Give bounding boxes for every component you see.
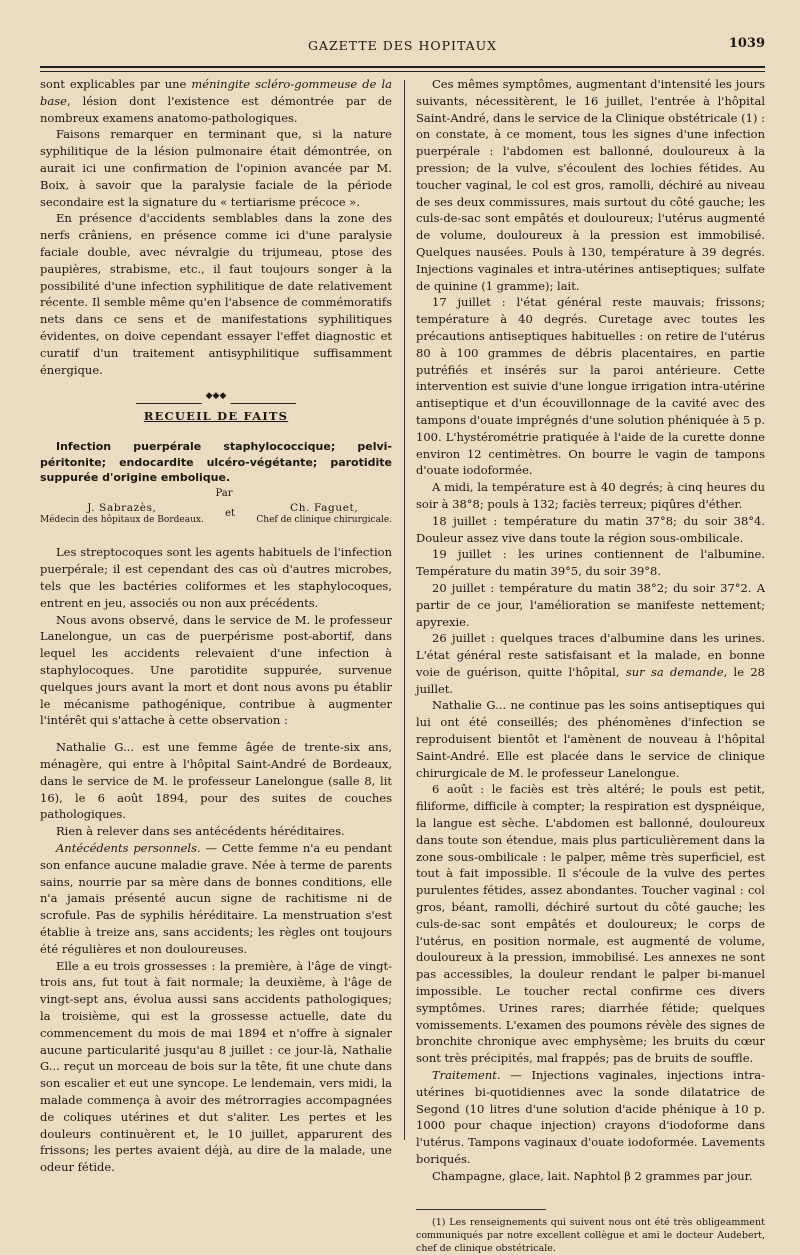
author-sabrazes: J. Sabrazès, Médecin des hôpitaux de Bordeaux. xyxy=(40,502,204,526)
author-conjunction: et xyxy=(225,508,236,520)
header-rule-thin xyxy=(40,71,765,72)
paragraph: Traitement. — Injections vaginales, injections intra-utérines bi-quotidiennes avec la sonde dilatatrice de Segond (10 litres d'une solution d'acide phénique à 10 p. 1000 pour chaque injection) crayons d'iodoforme dans l'utérus. Tampons vaginaux d'ouate iodoformée. Lavements boriqués. xyxy=(416,1068,765,1166)
paragraph: Rien à relever dans ses antécédents héréditaires. xyxy=(56,824,345,839)
paragraph: 19 juillet : les urines contiennent de l'albumine. Température du matin 39°5, du soir 39°8. xyxy=(416,547,765,579)
paragraph: 17 juillet : l'état général reste mauvais; frissons; température à 40 degrés. Curetage avec toutes les précautions antiseptiques habituelles : on retire de l'utérus 80 à 100 grammes de débris placentaires, en partie putréfiés et insérés sur la paroi antérieure. Cette intervention est suivie d'une longue irrigation intra-utérine antiseptique et d'un écouvillonnage de la cavité avec des tampons d'ouate imprégnés d'une solution phéniquée à 5 p. 100. L'hystérométrie pratiquée à l'aide de la curette donne environ 12 centimètres. On bourre le vagin de tampons d'ouate iodoformée. xyxy=(416,295,765,478)
author-faguet: Ch. Faguet, Chef de clinique chirurgicale. xyxy=(256,502,392,526)
header-rule xyxy=(40,66,765,68)
article-title: Infection puerpérale staphylococcique; pelvi-péritonite; endocardite ulcéro-végétante; parotidite suppurée d'origine embolique. xyxy=(40,440,392,485)
authors-block xyxy=(40,502,392,526)
left-column xyxy=(40,76,392,1176)
paragraph: Faisons remarquer en terminant que, si la nature syphilitique de la lésion pulmonaire était démontrée, on aurait ici une confirmation de l'opinion avancée par M. Boix, à savoir que la paralysie faciale de la période secondaire est la signature du « tertiarisme précoce ». xyxy=(40,127,392,209)
journal-title: GAZETTE DES HOPITAUX xyxy=(307,38,498,53)
paragraph: 6 août : le faciès est très altéré; le pouls est petit, filiforme, difficile à compter; la respiration est dyspnéique, la langue est sèche. L'abdomen est ballonné, douloureux dans toute son étendue, mais plus particulièrement dans la zone sous-ombilicale : le palper, même très superficiel, est tout à fait impossible. Il s'écoule de la vulve des pertes purulentes fétides, assez abondantes. Toucher vaginal : col gros, béant, ramolli, déchiré surtout du côté gauche; les culs-de-sac sont empâtés et douloureux; le corps de l'utérus, en position normale, est augmenté de volume, douloureux à la pression, immobilisé. Les annexes ne sont pas accessibles, la douleur rendant le palper bi-manuel impossible. Le toucher rectal confirme ces divers symptômes. Urines rares; diarrhée fétide; quelques vomissements. L'examen des poumons révèle des signes de bronchite chronique avec emphysème; les bruits du cœur sont très précipités, mal frappés; pas de bruits de souffle. xyxy=(416,782,765,1066)
paragraph: 20 juillet : température du matin 38°2; du soir 37°2. A partir de ce jour, l'amélioration se manifeste nettement; apyrexie. xyxy=(416,580,765,629)
paragraph: Nathalie G... ne continue pas les soins antiseptiques qui lui ont été conseillés; des phénomènes d'infection se reproduisent bientôt et l'amènent de nouveau à l'hôpital Saint-André. Elle est placée dans le service de clinique chirurgicale de M. le professeur Lanelongue. xyxy=(416,698,765,780)
section-heading: RECUEIL DE FAITS xyxy=(143,409,289,424)
footnote-rule xyxy=(416,1209,546,1210)
column-separator xyxy=(404,80,405,1140)
paragraph: Ces mêmes symptômes, augmentant d'intensité les jours suivants, nécessitèrent, le 16 juillet, l'entrée à l'hôpital Saint-André, dans le service de la Clinique obstétricale (1) : on constate, à ce moment, tous les signes d'une infection puerpérale : l'abdomen est ballonné, douloureux à la pression; de la vulve, s'écoulent des lochies fétides. Au toucher vaginal, le col est gros, ramolli, déchiré au niveau de ses deux commissures, mais surtout du côté gauche; les culs-de-sac sont empâtés et douloureux; l'utérus augmenté de volume, douloureux à la pression est immobilisé. Quelques nausées. Pouls à 130, température à 39 degrés. Injections vaginales et intra-utérines antiseptiques; sulfate de quinine (1 gramme); lait. xyxy=(416,77,765,293)
page-number: 1039 xyxy=(728,36,765,51)
paragraph: sont explicables par une méningite scléro-gommeuse de la base, lésion dont l'existence est démontrée par de nombreux examens anatomo-pathologiques. xyxy=(40,77,392,125)
byline-par: Par xyxy=(215,487,233,499)
paragraph: 26 juillet : quelques traces d'albumine dans les urines. L'état général reste satisfaisant et la malade, en bonne voie de guérison, quitte l'hôpital, sur sa demande, le 28 juillet. xyxy=(416,631,765,696)
paragraph: En présence d'accidents semblables dans la zone des nerfs crâniens, en présence comme ici d'une paralysie faciale double, avec névralgie du trijumeau, ptose des paupières, strabisme, etc., il faut toujours songer à la possibilité d'une infection syphilitique de date relativement récente. Il semble même qu'en l'absence de commémoratifs nets dans ce sens et de manifestations syphilitiques évidentes, on doive cependant essayer l'effet diagnostic et curatif d'un traitement antisyphilitique suffisamment énergique. xyxy=(40,211,392,377)
paragraph: Elle a eu trois grossesses : la première, à l'âge de vingt-trois ans, fut tout à fait normale; la deuxième, à l'âge de vingt-sept ans, évolua aussi sans accidents pathologiques; la troisième, qui est la grossesse actuelle, date du commencement du mois de mai 1894 et n'offre à signaler aucune particularité jusqu'au 8 juillet : ce jour-là, Nathalie G... reçut un morceau de bois sur la tête, fit une chute dans son escalier et eut une syncope. Le lendemain, vers midi, la malade commença à avoir des métrorragies accompagnées de coliques utérines et dut s'aliter. Les pertes et les douleurs continuèrent et, le 10 juillet, apparurent des frissons; les pertes avaient déjà, au dire de la malade, une odeur fétide. xyxy=(40,958,392,1175)
running-header xyxy=(40,36,765,58)
paragraph: Nous avons observé, dans le service de M. le professeur Lanelongue, un cas de puerpérisme post-abortif, dans lequel les accidents relevaient d'une infection à staphylocoques. Une parotidite suppurée, survenue quelques jours avant la mort et dont nous avons pu établir le mécanisme pathogénique, contribue à augmenter l'intérêt qui s'attache à cette observation : xyxy=(40,612,392,728)
paragraph: Antécédents personnels. — Cette femme n'a eu pendant son enfance aucune maladie grave. Née à terme de parents sains, nourrie par sa mère dans de bonnes conditions, elle n'a jamais présenté aucun signe de rachitisme ni de scrofule. Pas de syphilis héréditaire. La menstruation s'est établie à treize ans, sans accidents; les règles ont toujours été régulières et non douloureuses. xyxy=(40,840,392,956)
paragraph: Champagne, glace, lait. Naphtol β 2 grammes par jour. xyxy=(432,1168,753,1183)
paragraph: Les streptocoques sont les agents habituels de l'infection puerpérale; il est cependant des cas où d'autres microbes, tels que les bactéries coliformes et les staphylocoques, entrent en jeu, associés ou non aux précédents. xyxy=(40,545,392,610)
right-column xyxy=(416,76,765,1255)
footnote: (1) Les renseignements qui suivent nous ont été très obligeamment communiqués par notre excellent collègue et ami le docteur Audebert, chef de clinique obstétricale. xyxy=(416,1216,765,1254)
paragraph: 18 juillet : température du matin 37°8; du soir 38°4. Douleur assez vive dans toute la région sous-ombilicale. xyxy=(416,513,765,545)
paragraph: Nathalie G... est une femme âgée de trente-six ans, ménagère, qui entre à l'hôpital Saint-André de Bordeaux, dans le service de M. le professeur Lanelongue (salle 8, lit 16), le 6 août 1894, pour des suites de couches pathologiques. xyxy=(40,740,392,822)
ornament-divider: ◆◆◆ xyxy=(40,388,392,398)
paragraph: A midi, la température est à 40 degrés; à cinq heures du soir à 38°8; pouls à 132; faciès terreux; piqûres d'éther. xyxy=(416,480,765,511)
